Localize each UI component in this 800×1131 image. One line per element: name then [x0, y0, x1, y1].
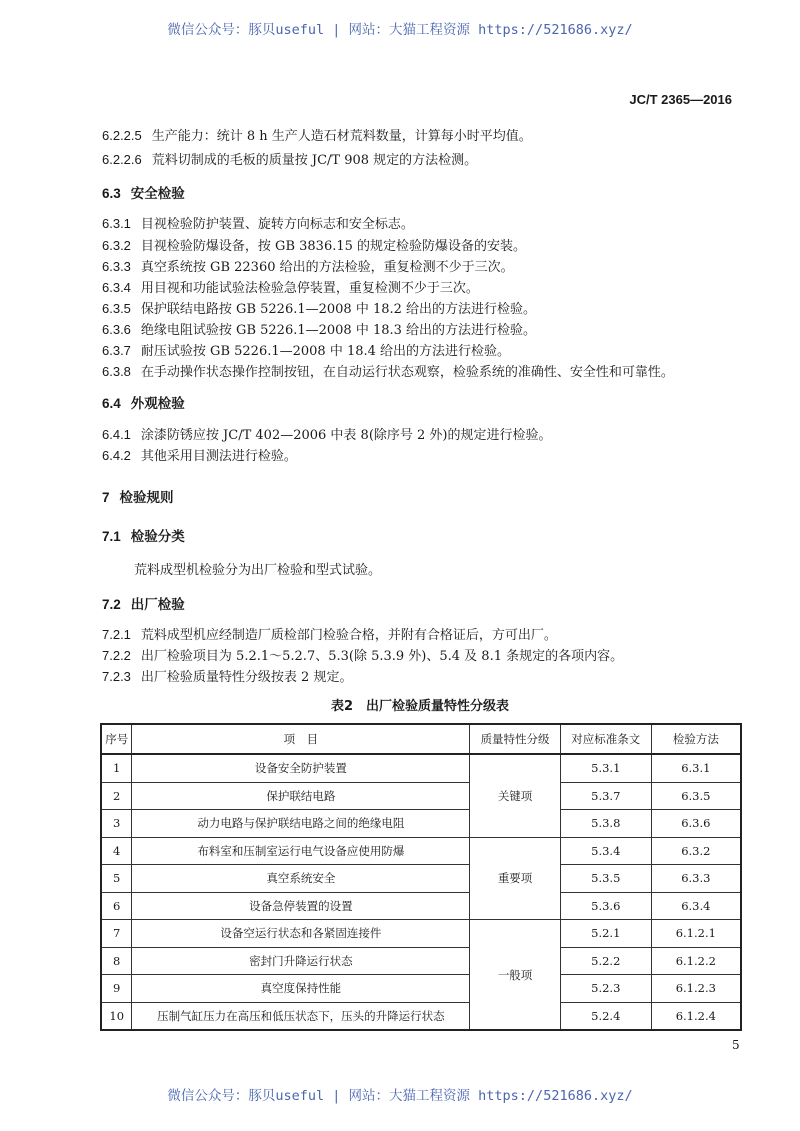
item-cell: 真空系统安全	[132, 865, 470, 893]
row-number: 1	[101, 754, 132, 782]
clause-number: 7.2.3	[102, 669, 131, 684]
item-cell: 设备空运行状态和各紧固连接件	[132, 920, 470, 948]
grade-cell: 重要项	[470, 837, 561, 920]
clause-line	[102, 298, 536, 317]
clause-number: 6.3.3	[102, 259, 131, 274]
table-row	[101, 947, 741, 975]
clause-line	[102, 666, 352, 685]
header-cell: 对应标准条文	[560, 724, 651, 754]
watermark-bottom: 微信公众号：豚贝useful | 网站：大猫工程资源 https://521686.xyz/	[167, 1088, 633, 1104]
header-cell: 序号	[101, 724, 132, 754]
table-row	[101, 865, 741, 893]
table-row	[101, 920, 741, 948]
clause-line	[102, 319, 536, 338]
row-number: 10	[101, 1002, 132, 1030]
clause-number: 7.1	[102, 529, 121, 544]
clause-text: 荒料切制成的毛板的质量按 JC/T 908 规定的方法检测。	[151, 153, 478, 168]
clause-text: 保护联结电路按 GB 5226.1—2008 中 18.2 给出的方法进行检验。	[140, 302, 537, 317]
test-method-cell: 6.3.1	[651, 754, 741, 782]
clause-text: 目视检验防护装置、旋转方向标志和安全标志。	[140, 217, 414, 232]
clause-line	[102, 445, 297, 464]
item-cell: 真空度保持性能	[132, 975, 470, 1003]
clause-number: 6.2.2.5	[102, 128, 142, 143]
clause-text: 生产能力：统计 8 h 生产人造石材荒料数量，计算每小时平均值。	[151, 129, 532, 144]
item-cell: 保护联结电路	[132, 782, 470, 810]
table-header-row	[101, 724, 741, 754]
clause-number: 6.4.1	[102, 427, 131, 442]
clause-text: 涂漆防锈应按 JC/T 402—2006 中表 8(除序号 2 外)的规定进行检验。	[140, 428, 552, 443]
clause-text: 在手动操作状态操作控制按钮，在自动运行状态观察，检验系统的准确性、安全性和可靠性。	[140, 365, 674, 380]
clause-number: 6.3.2	[102, 238, 131, 253]
row-number: 3	[101, 810, 132, 838]
grade-cell: 一般项	[470, 920, 561, 1031]
section-heading	[102, 525, 185, 545]
clause-line	[102, 125, 532, 144]
clause-number: 6.3.6	[102, 322, 131, 337]
clause-number: 6.3.5	[102, 301, 131, 316]
row-number: 2	[101, 782, 132, 810]
header-cell: 检验方法	[651, 724, 741, 754]
test-method-cell: 6.3.3	[651, 865, 741, 893]
clause-text: 荒料成型机应经制造厂质检部门检验合格，并附有合格证后，方可出厂。	[140, 628, 557, 643]
clause-text: 外观检验	[130, 396, 185, 412]
clause-number: 7	[102, 490, 110, 505]
clause-number: 6.3	[102, 186, 121, 201]
clause-number: 6.4.2	[102, 448, 131, 463]
test-method-cell: 6.3.6	[651, 810, 741, 838]
clause-number: 6.3.1	[102, 216, 131, 231]
table-row	[101, 754, 741, 782]
standard-clause-cell: 5.3.7	[560, 782, 651, 810]
item-cell: 压制气缸压力在高压和低压状态下，压头的升降运行状态	[132, 1002, 470, 1030]
table-row	[101, 1002, 741, 1030]
item-cell: 布料室和压制室运行电气设备应使用防爆	[132, 837, 470, 865]
clause-line	[102, 213, 414, 232]
watermark-top: 微信公众号：豚贝useful | 网站：大猫工程资源 https://521686.xyz/	[167, 22, 633, 38]
header-cell: 项 目	[132, 724, 470, 754]
standard-clause-cell: 5.2.3	[560, 975, 651, 1003]
page-number: 5	[732, 1038, 740, 1052]
section-heading	[102, 182, 185, 202]
clause-line	[102, 645, 623, 664]
row-number: 9	[101, 975, 132, 1003]
standard-clause-cell: 5.2.4	[560, 1002, 651, 1030]
clause-line	[102, 256, 514, 275]
clause-text: 其他采用目测法进行检验。	[140, 449, 297, 464]
item-cell: 动力电路与保护联结电路之间的绝缘电阻	[132, 810, 470, 838]
section-heading	[102, 593, 185, 613]
clause-text: 出厂检验项目为 5.2.1～5.2.7、5.3(除 5.3.9 外)、5.4 及 8.1 条规定的各项内容。	[140, 649, 624, 664]
clause-text: 检验规则	[119, 490, 174, 506]
standard-clause-cell: 5.3.8	[560, 810, 651, 838]
clause-line	[102, 149, 477, 168]
test-method-cell: 6.3.5	[651, 782, 741, 810]
clause-text: 出厂检验	[130, 597, 185, 613]
standard-clause-cell: 5.2.2	[560, 947, 651, 975]
table-row	[101, 837, 741, 865]
standard-clause-cell: 5.3.6	[560, 892, 651, 920]
table-caption: 表2 出厂检验质量特性分级表	[330, 699, 510, 714]
clause-line	[102, 361, 674, 380]
clause-number: 6.4	[102, 396, 121, 411]
clause-text: 出厂检验质量特性分级按表 2 规定。	[140, 670, 353, 685]
item-cell: 设备安全防护装置	[132, 754, 470, 782]
grade-cell: 关键项	[470, 754, 561, 837]
item-cell: 设备急停装置的设置	[132, 892, 470, 920]
section-heading	[102, 392, 185, 412]
clause-text: 检验分类	[130, 529, 185, 545]
clause-text: 绝缘电阻试验按 GB 5226.1—2008 中 18.3 给出的方法进行检验。	[140, 323, 537, 338]
clause-text: 目视检验防爆设备，按 GB 3836.15 的规定检验防爆设备的安装。	[140, 239, 527, 254]
standard-clause-cell: 5.3.1	[560, 754, 651, 782]
clause-line	[102, 340, 510, 359]
clause-number: 6.3.8	[102, 364, 131, 379]
table-row	[101, 892, 741, 920]
row-number: 4	[101, 837, 132, 865]
clause-line	[102, 624, 557, 643]
table-row	[101, 975, 741, 1003]
standard-clause-cell: 5.2.1	[560, 920, 651, 948]
standard-number: JC/T 2365—2016	[629, 92, 732, 107]
clause-number: 7.2.2	[102, 648, 131, 663]
test-method-cell: 6.1.2.4	[651, 1002, 741, 1030]
clause-text: 安全检验	[130, 186, 185, 202]
header-cell: 质量特性分级	[470, 724, 561, 754]
test-method-cell: 6.1.2.2	[651, 947, 741, 975]
row-number: 8	[101, 947, 132, 975]
clause-number: 7.2.1	[102, 627, 131, 642]
quality-grade-table	[100, 723, 742, 1031]
row-number: 6	[101, 892, 132, 920]
clause-number: 6.3.4	[102, 280, 131, 295]
clause-number: 6.3.7	[102, 343, 131, 358]
standard-clause-cell: 5.3.4	[560, 837, 651, 865]
item-cell: 密封门升降运行状态	[132, 947, 470, 975]
clause-line	[102, 277, 479, 296]
clause-line	[102, 424, 552, 443]
clause-text: 真空系统按 GB 22360 给出的方法检验，重复检测不少于三次。	[140, 260, 514, 275]
clause-text: 荒料成型机检验分为出厂检验和型式试验。	[134, 563, 382, 578]
clause-text: 耐压试验按 GB 5226.1—2008 中 18.4 给出的方法进行检验。	[140, 344, 511, 359]
clause-number: 6.2.2.6	[102, 152, 142, 167]
clause-number: 7.2	[102, 597, 121, 612]
standard-clause-cell: 5.3.5	[560, 865, 651, 893]
table-row	[101, 810, 741, 838]
test-method-cell: 6.3.4	[651, 892, 741, 920]
clause-line	[102, 235, 526, 254]
section-heading	[102, 486, 174, 506]
clause-line	[134, 559, 381, 578]
clause-text: 用目视和功能试验法检验急停装置，重复检测不少于三次。	[140, 281, 479, 296]
test-method-cell: 6.3.2	[651, 837, 741, 865]
test-method-cell: 6.1.2.3	[651, 975, 741, 1003]
row-number: 7	[101, 920, 132, 948]
test-method-cell: 6.1.2.1	[651, 920, 741, 948]
row-number: 5	[101, 865, 132, 893]
table-row	[101, 782, 741, 810]
